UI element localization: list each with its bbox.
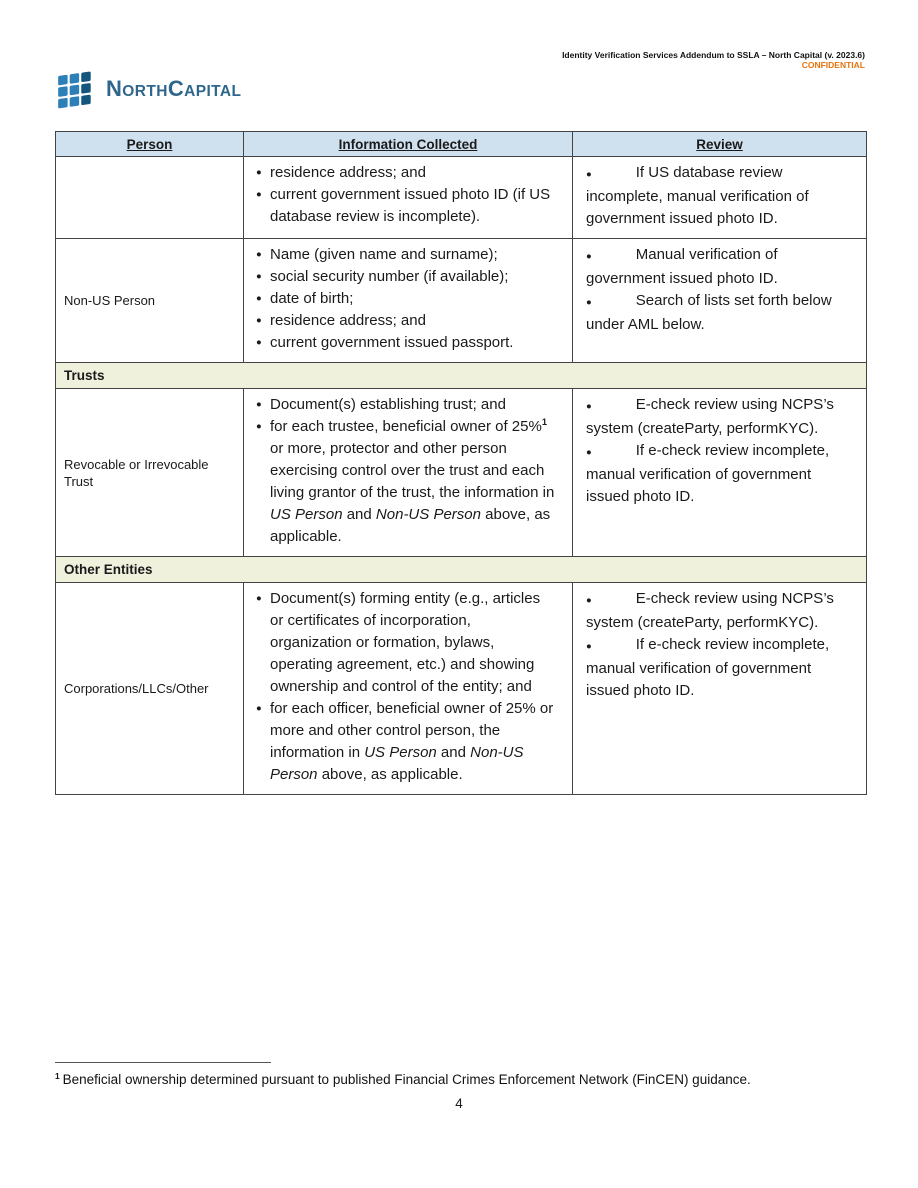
- text-segment: Search of lists set forth below under AML below.: [586, 292, 832, 333]
- text-segment: If e-check review incomplete, manual verification of government issued photo ID.: [586, 636, 830, 699]
- bullet-icon: ●: [256, 703, 262, 714]
- superscript-ref: 1: [541, 417, 547, 427]
- italic-text: US Person: [270, 506, 343, 523]
- text-segment: Name (given name and surname);: [270, 246, 498, 263]
- section-label: Trusts: [56, 363, 867, 389]
- footnote-marker: 1: [55, 1070, 60, 1081]
- bullet-icon: ●: [256, 271, 262, 282]
- col-header-person: Person: [56, 132, 244, 157]
- brand-text-orth: ORTH: [122, 83, 168, 100]
- info-bullet-item: [256, 588, 556, 698]
- text-segment: Document(s) establishing trust; and: [270, 396, 506, 413]
- confidential-label: CONFIDENTIAL: [801, 60, 865, 70]
- review-bullet-item: [586, 634, 858, 702]
- footnote-separator: [55, 1062, 271, 1063]
- text-segment: above, as applicable.: [270, 506, 551, 545]
- bullet-icon: ●: [256, 399, 262, 410]
- information-collected-cell: [244, 239, 573, 363]
- section-label: Other Entities: [56, 557, 867, 583]
- text-segment: If e-check review incomplete, manual verification of government issued photo ID.: [586, 442, 830, 505]
- doc-reference: Identity Verification Services Addendum to SSLA – North Capital (v. 2023.6): [562, 50, 865, 60]
- text-segment: current government issued photo ID (if US database review is incomplete).: [270, 186, 551, 225]
- company-logo: [55, 68, 241, 110]
- bullet-icon: ●: [586, 401, 592, 412]
- text-segment: and: [436, 744, 471, 761]
- info-bullet-item: [256, 184, 556, 228]
- review-cell: [573, 157, 867, 239]
- text-segment: current government issued passport.: [270, 334, 514, 351]
- info-bullet-item: [256, 244, 556, 266]
- info-bullet-item: [256, 310, 556, 332]
- bullet-icon: ●: [256, 593, 262, 604]
- italic-text: Non-US Person: [270, 744, 524, 783]
- bullet-icon: ●: [256, 315, 262, 326]
- bullet-icon: ●: [586, 447, 592, 458]
- information-collected-cell: [244, 157, 573, 239]
- text-segment: social security number (if available);: [270, 268, 509, 285]
- text-segment: Document(s) forming entity (e.g., articles or certificates of incorporation, organization or formation, bylaws, operating agreement, etc.) and showing ownership and control of the entity; and: [270, 590, 541, 695]
- verification-table: [55, 131, 867, 795]
- text-segment: residence address; and: [270, 312, 426, 329]
- info-bullet-item: [256, 332, 556, 354]
- table-body: [56, 157, 867, 795]
- person-cell: Corporations/LLCs/Other: [56, 583, 244, 795]
- footnote: [55, 1071, 867, 1089]
- info-bullet-item: [256, 288, 556, 310]
- footnote-text: Beneficial ownership determined pursuant to published Financial Crimes Enforcement Network (FinCEN) guidance.: [62, 1072, 751, 1087]
- review-bullet-item: [586, 588, 858, 634]
- review-bullet-item: [586, 440, 858, 508]
- bullet-icon: ●: [256, 189, 262, 200]
- review-bullet-item: [586, 290, 858, 336]
- bullet-icon: ●: [256, 421, 262, 432]
- table-row: [56, 239, 867, 363]
- person-cell: Non-US Person: [56, 239, 244, 363]
- review-cell: [573, 389, 867, 557]
- header-meta: [562, 50, 865, 70]
- northcapital-logo-icon: [55, 68, 97, 110]
- brand-text-n: N: [106, 76, 123, 101]
- review-bullet-item: [586, 162, 858, 230]
- text-segment: for each trustee, beneficial owner of 25%: [270, 418, 542, 435]
- brand-text-apital: APITAL: [184, 83, 242, 100]
- verification-table-wrapper: [55, 131, 866, 795]
- page-number: 4: [455, 1096, 463, 1111]
- italic-text: Non-US Person: [375, 506, 481, 523]
- brand-text-c: C: [167, 76, 185, 101]
- review-bullet-item: [586, 394, 858, 440]
- text-segment: If US database review incomplete, manual verification of government issued photo ID.: [586, 164, 809, 227]
- table-row: [56, 389, 867, 557]
- text-segment: E-check review using NCPS’s system (createParty, performKYC).: [586, 396, 834, 437]
- section-row: [56, 363, 867, 389]
- review-cell: [573, 239, 867, 363]
- review-cell: [573, 583, 867, 795]
- bullet-icon: ●: [256, 293, 262, 304]
- italic-text: US Person: [364, 744, 437, 761]
- bullet-icon: ●: [586, 595, 592, 606]
- section-row: [56, 557, 867, 583]
- bullet-icon: ●: [256, 167, 262, 178]
- information-collected-cell: [244, 583, 573, 795]
- bullet-icon: ●: [586, 641, 592, 652]
- info-bullet-item: [256, 394, 556, 416]
- person-cell: Revocable or Irrevocable Trust: [56, 389, 244, 557]
- text-segment: and: [342, 506, 376, 523]
- text-segment: date of birth;: [270, 290, 354, 307]
- bullet-icon: ●: [586, 251, 592, 262]
- info-bullet-item: [256, 162, 556, 184]
- header-row: [56, 132, 867, 157]
- col-header-information-collected: Information Collected: [244, 132, 573, 157]
- text-segment: residence address; and: [270, 164, 426, 181]
- company-name: [106, 76, 241, 102]
- table-row: [56, 583, 867, 795]
- bullet-icon: ●: [256, 337, 262, 348]
- info-bullet-item: [256, 266, 556, 288]
- table-header: [56, 132, 867, 157]
- table-row: [56, 157, 867, 239]
- information-collected-cell: [244, 389, 573, 557]
- text-segment: above, as applicable.: [317, 766, 463, 783]
- bullet-icon: ●: [586, 297, 592, 308]
- text-segment: E-check review using NCPS’s system (createParty, performKYC).: [586, 590, 834, 631]
- person-cell: [56, 157, 244, 239]
- info-bullet-item: [256, 416, 556, 548]
- bullet-icon: ●: [586, 169, 592, 180]
- review-bullet-item: [586, 244, 858, 290]
- text-segment: for each officer, beneficial owner of 25% or more and other control person, the information in: [270, 700, 554, 761]
- col-header-review: Review: [573, 132, 867, 157]
- info-bullet-item: [256, 698, 556, 786]
- text-segment: Manual verification of government issued photo ID.: [586, 246, 778, 287]
- text-segment: or more, protector and other person exercising control over the trust and each living grantor of the trust, the information in: [270, 440, 555, 501]
- bullet-icon: ●: [256, 249, 262, 260]
